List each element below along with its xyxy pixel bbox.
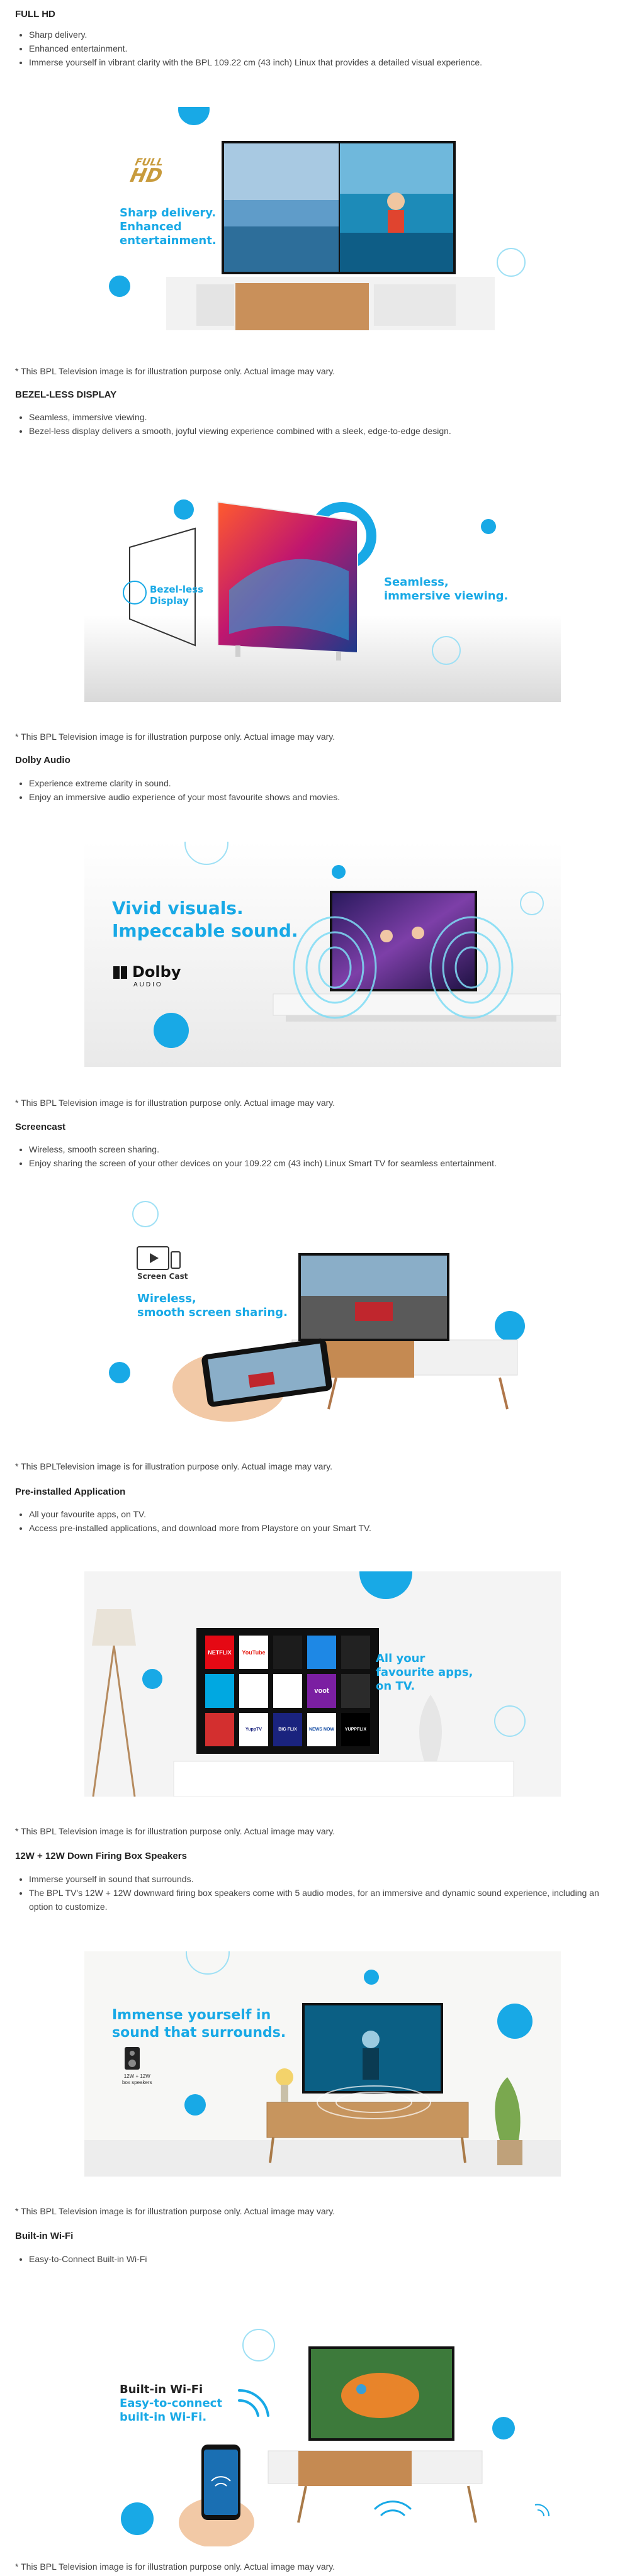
bullet-item: • All your favourite apps, on TV. [29,1507,607,1521]
speaker-label: 12W + 12W box speakers [122,2073,152,2085]
screen-cast-label: Screen Cast [137,1272,188,1281]
lamp [92,1609,136,1646]
app-tile [239,1674,268,1707]
wood-panel [235,283,369,330]
bullet-item: • Wireless, smooth screen sharing. [29,1142,607,1156]
section-heading-wifi: Built-in Wi-Fi [15,2231,74,2241]
wood-panel [298,2451,412,2486]
decor-circle [154,1013,189,1048]
disclaimer: * This BPL Television image is for illustration purpose only. Actual image may vary. [15,2206,335,2216]
bullet-item: • Bezel-less display delivers a smooth, joyful viewing experience combined with a sleek, edge-to-edge design. [29,424,607,438]
disclaimer: * This BPLTelevision image is for illustration purpose only. Actual image may vary. [15,1461,332,1471]
banner-tagline: Vivid visuals. Impeccable sound. [112,898,298,941]
banner-screencast [84,1195,561,1425]
bullet-item: • The BPL TV's 12W + 12W downward firing box speakers come with 5 audio modes, for an immersive and dynamic sound experience, including an option to customize. [29,1886,607,1914]
bullet-item: • Easy-to-Connect Built-in Wi-Fi [29,2252,607,2266]
banner-dolby-audio [84,842,561,1067]
bullet-item: • Enhanced entertainment. [29,42,607,55]
bullet-list-speakers [15,1872,607,1914]
full-hd-badge: FULL HD [128,156,165,187]
bullet-list-full-hd [15,28,607,69]
decor-circle [121,2502,154,2535]
app-tile [273,1636,302,1669]
app-tile [341,1674,370,1707]
bullet-list-pre-installed-application [15,1507,607,1535]
banner-bezel-less [84,477,561,702]
app-tile [273,1674,302,1707]
banner-tagline: Immense yourself in sound that surrounds. [112,2007,286,2041]
app-grid [201,1632,374,1750]
bezel-label: Bezel-less Display [150,584,204,606]
bullet-item: • Immerse yourself in vibrant clarity with the BPL 109.22 cm (43 inch) Linux that provides a detailed visual experience. [29,55,607,69]
bullet-item: • Enjoy sharing the screen of your other devices on your 109.22 cm (43 inch) Linux Smart TV for seamless entertainment. [29,1156,607,1170]
decor-circle [495,1311,525,1341]
dolby-logo-sub: AUDIO [133,981,163,988]
app-tile [205,1713,234,1746]
app-tile-yupptv: YuppTV [239,1713,268,1746]
app-tile [307,1636,336,1669]
disclaimer: * This BPL Television image is for illustration purpose only. Actual image may vary. [15,1098,335,1108]
section-heading-pre-installed-application: Pre-installed Application [15,1486,126,1497]
app-tile-bigflix: BIG FLIX [273,1713,302,1746]
app-tile-news-now: NEWS NOW [307,1713,336,1746]
banner-pre-installed-apps [84,1571,561,1797]
banner-tagline: Built-in Wi-Fi Easy-to-connect built-in Wi-Fi. [120,2383,222,2424]
app-tile [341,1636,370,1669]
dolby-logo-icon [113,966,120,979]
bullet-item: • Access pre-installed applications, and download more from Playstore on your Smart TV. [29,1521,607,1535]
bullet-list-dolby-audio [15,776,607,804]
disclaimer: * This BPL Television image is for illustration purpose only. Actual image may vary. [15,732,335,742]
banner-speakers [84,1951,561,2177]
bullet-list-bezel-less [15,410,607,438]
banner-tagline: All your favourite apps, on TV. [376,1652,473,1693]
decor-circle [497,2004,533,2039]
section-heading-dolby-audio: Dolby Audio [15,755,70,766]
disclaimer: * This BPL Television image is for illustration purpose only. Actual image may vary. [15,2562,335,2572]
section-heading-screencast: Screencast [15,1122,66,1132]
dolby-logo: Dolby [132,963,181,981]
section-heading-speakers: 12W + 12W Down Firing Box Speakers [15,1851,187,1861]
wood-panel [320,1340,414,1378]
bullet-item: • Enjoy an immersive audio experience of your most favourite shows and movies. [29,790,607,804]
bullet-list-screencast [15,1142,607,1170]
app-tile-yuppflix: YUPPFLIX [341,1713,370,1746]
app-tile-netflix: NETFLIX [205,1636,234,1669]
bullet-item: • Sharp delivery. [29,28,607,42]
bullet-item: • Seamless, immersive viewing. [29,410,607,424]
banner-tagline: Sharp delivery. Enhanced entertainment. [120,206,217,247]
bullet-item: • Immerse yourself in sound that surrounds. [29,1872,607,1886]
decor-circle [109,276,130,297]
tv-console [267,2102,468,2138]
bullet-item: • Experience extreme clarity in sound. [29,776,607,790]
app-tile-youtube: YouTube [239,1636,268,1669]
bullet-list-wifi [15,2252,607,2266]
section-heading-full-hd: FULL HD [15,9,55,20]
banner-tagline: Seamless, immersive viewing. [384,576,509,603]
section-heading-bezel-less: BEZEL-LESS DISPLAY [15,389,117,400]
disclaimer: * This BPL Television image is for illustration purpose only. Actual image may vary. [15,366,335,376]
banner-full-hd [84,107,561,330]
app-tile-voot: voot [307,1674,336,1707]
banner-wifi [84,2321,561,2546]
banner-tagline: Wireless, smooth screen sharing. [137,1292,288,1319]
app-tile [205,1674,234,1707]
disclaimer: * This BPL Television image is for illustration purpose only. Actual image may vary. [15,1826,335,1836]
